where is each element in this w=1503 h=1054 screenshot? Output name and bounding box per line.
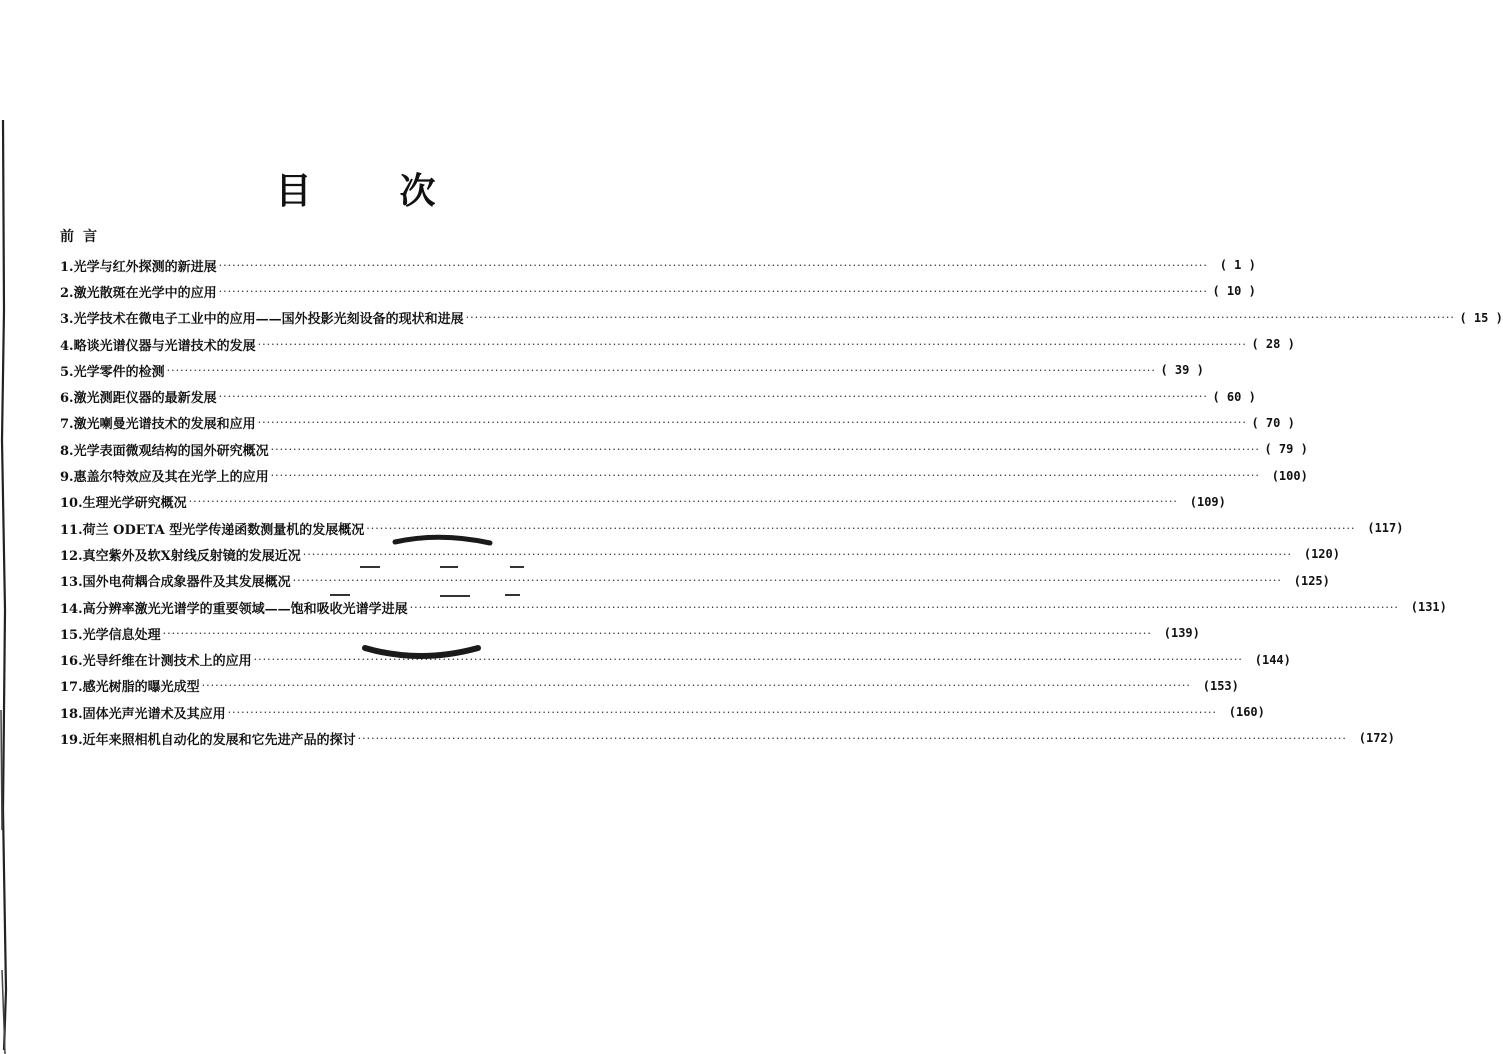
- toc-entry: [60, 489, 1226, 515]
- toc-entry: [60, 383, 1256, 409]
- toc-entry: [60, 515, 1404, 541]
- preface-heading: 前言: [60, 229, 106, 245]
- toc-entry-title: 4.略谈光谱仪器与光谱技术的发展: [60, 338, 256, 354]
- toc-entry-title: 12.真空紫外及软X射线反射镜的发展近况: [60, 548, 301, 564]
- toc-leader-dots: ····························································································································································································································: [357, 731, 1347, 745]
- toc-entry-title: 19.近年来照相机自动化的发展和它先进产品的探讨: [60, 732, 356, 748]
- toc-entry: [60, 252, 1256, 278]
- toc-entry: [60, 357, 1204, 383]
- toc-leader-dots: ····························································································································································································································: [188, 495, 1178, 509]
- toc-leader-dots: ····························································································································································································································: [227, 705, 1217, 719]
- toc-leader-dots: ····························································································································································································································: [166, 363, 1156, 377]
- scan-edge-shadow: [0, 110, 10, 1054]
- title-char-ci: 次: [399, 170, 438, 212]
- toc-leader-dots: ····························································································································································································································: [162, 626, 1152, 640]
- toc-leader-dots: ····························································································································································································································: [366, 521, 1356, 535]
- toc-entry-title: 11.荷兰 ODETA 型光学传递函数测量机的发展概况: [60, 522, 365, 538]
- toc-entry-title: 5.光学零件的检测: [60, 364, 165, 380]
- toc-entry-title: 6.激光测距仪器的最新发展: [60, 391, 217, 407]
- toc-entry: [60, 331, 1295, 357]
- toc-entry: [60, 725, 1395, 751]
- toc-entry-title: 17.感光树脂的曝光成型: [60, 680, 200, 696]
- toc-page-number: ( 28 ): [1251, 337, 1295, 352]
- toc-page-number: (172): [1358, 731, 1395, 746]
- toc-leader-dots: ····························································································································································································································: [292, 574, 1282, 588]
- toc-entry-title: 3.光学技术在微电子工业中的应用——国外投影光刻设备的现状和进展: [60, 312, 464, 328]
- toc-leader-dots: ····························································································································································································································: [218, 258, 1208, 272]
- toc-page-number: (131): [1410, 600, 1447, 614]
- toc-leader-dots: ····························································································································································································································: [201, 679, 1191, 693]
- toc-leader-dots: ····························································································································································································································: [218, 390, 1208, 404]
- toc-page-number: ( 70 ): [1251, 415, 1295, 430]
- toc-entry-title: 8.光学表面微观结构的国外研究概况: [60, 443, 269, 459]
- toc-entry: [60, 620, 1200, 646]
- toc-entry-title: 13.国外电荷耦合成象器件及其发展概况: [60, 575, 291, 591]
- toc-entry-title: 1.光学与红外探测的新进展: [60, 259, 217, 275]
- toc-entry: [60, 699, 1265, 725]
- toc-entry-title: 2.激光散斑在光学中的应用: [60, 285, 217, 301]
- toc-entry: [60, 646, 1291, 672]
- toc-leader-dots: ····························································································································································································································: [253, 653, 1243, 667]
- toc-leader-dots: ····························································································································································································································: [257, 337, 1247, 351]
- toc-page-number: (139): [1163, 626, 1200, 641]
- toc-leader-dots: ····························································································································································································································: [257, 416, 1247, 430]
- toc-page-number: (120): [1303, 547, 1340, 562]
- toc-page-number: (109): [1189, 494, 1226, 509]
- toc-page-number: (125): [1293, 573, 1330, 588]
- toc-entry: [60, 278, 1256, 304]
- toc-entry-title: 9.惠盖尔特效应及其在光学上的应用: [60, 470, 269, 486]
- toc-page-number: (160): [1228, 705, 1265, 720]
- toc-entry-title: 15.光学信息处理: [60, 627, 161, 643]
- toc-leader-dots: ····························································································································································································································: [270, 442, 1260, 456]
- toc-page-number: ( 10 ): [1212, 284, 1256, 299]
- toc-entry: [60, 568, 1330, 594]
- toc-leader-dots: ····························································································································································································································: [465, 311, 1455, 325]
- toc-leader-dots: ····························································································································································································································: [302, 547, 1292, 561]
- toc-leader-dots: ····························································································································································································································: [409, 600, 1399, 614]
- toc-page-number: ( 79 ): [1264, 442, 1308, 457]
- toc-page-number: ( 60 ): [1212, 389, 1256, 404]
- toc-entry: [60, 305, 1503, 331]
- toc-page-number: (100): [1271, 468, 1308, 483]
- toc-page-number: (153): [1202, 678, 1239, 693]
- toc-entry: [60, 436, 1308, 462]
- toc-entry-title: 18.固体光声光谱术及其应用: [60, 706, 226, 722]
- toc-entry-title: 16.光导纤维在计测技术上的应用: [60, 654, 252, 670]
- toc-page-number: ( 39 ): [1160, 363, 1204, 378]
- toc-entry-title: 10.生理光学研究概况: [60, 496, 187, 512]
- toc-list: [60, 252, 1503, 752]
- toc-page-number: ( 1 ): [1219, 258, 1256, 273]
- toc-entry: [60, 594, 1447, 620]
- toc-entry-title: 14.高分辨率激光光谱学的重要领域——饱和吸收光谱学进展: [60, 601, 408, 617]
- toc-entry: [60, 462, 1308, 488]
- page-title: [0, 163, 713, 214]
- toc-page-number: ( 15 ): [1459, 310, 1503, 325]
- toc-leader-dots: ····························································································································································································································: [218, 284, 1208, 298]
- toc-page-number: (117): [1367, 521, 1404, 536]
- toc-leader-dots: ····························································································································································································································: [270, 469, 1260, 483]
- toc-entry-title: 7.激光喇曼光谱技术的发展和应用: [60, 417, 256, 433]
- toc-entry: [60, 673, 1239, 699]
- title-char-mu: 目: [275, 170, 314, 212]
- toc-entry: [60, 541, 1340, 567]
- toc-page-number: (144): [1254, 652, 1291, 667]
- toc-entry: [60, 410, 1295, 436]
